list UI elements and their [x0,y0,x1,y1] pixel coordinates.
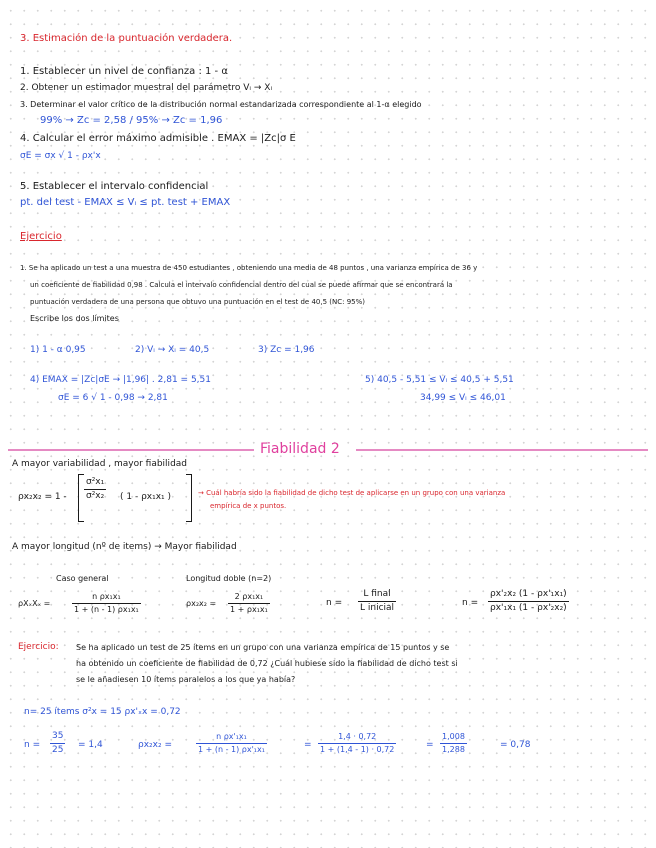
longitud-doble-label: Longitud doble (n=2) [186,574,272,583]
exercise-1-line-3: puntuación verdadera de una persona que obtuvo una puntuación en el test de 40,5 (NC: 95%) [30,298,365,306]
caso-general-label: Caso general [56,574,109,583]
exercise-2-line-1: Se ha aplicado un test de 25 ítems en un grupo con una varianza empírica de 15 puntos y se [76,643,450,652]
exercise-2-fraction-3-denominator: 1,288 [442,745,465,754]
exercise-2-result: = 0,78 [500,740,531,750]
exercise-heading: Ejercicio [20,231,62,242]
exercise-2-fraction-3-numerator: 1,008 [442,732,465,741]
exercise-2-fraction-2-numerator: 1,4 · 0,72 [338,732,377,741]
exercise-2-line-3: se le añadiesen 10 ítems paralelos a los que ya había? [76,675,296,684]
answer-4-sigma: σE = 6 √ 1 - 0,98 → 2,81 [58,393,168,403]
n-lhs: n = [326,598,343,608]
step-3: 3. Determinar el valor crítico de la distribución normal estandarizada correspondiente al 1-α elegido [20,100,422,109]
answer-2: 2) Vᵢ → Xᵢ = 40,5 [135,345,210,355]
critical-values: 99% → Zc = 2,58 / 95% → Zc = 1,96 [40,115,223,126]
variance-numerator: σ²x₁ [86,477,105,487]
answer-4-emax: 4) EMAX = |Zc|σE → |1,96| . 2,81 = 5,51 [30,375,211,385]
interval-formula: pt. del test - EMAX ≤ Vᵢ ≤ pt. test + EMAX [20,197,231,208]
exercise-2-n-result: = 1,4 [78,740,103,750]
divider-left [8,449,254,451]
exercise-1-line-1: 1. Se ha aplicado un test a una muestra de 450 estudiantes , obteniendo una media de 48 puntos , una varianza empírica de 36 y [20,264,478,272]
formula-note-2: empírica de x puntos. [210,502,287,510]
variance-denominator: σ²x₂ [86,491,105,501]
n-fraction [358,590,396,613]
exercise-2-fraction-1-numerator: n ρx'₁x₁ [216,732,247,741]
equals-2: = [426,740,434,750]
length-heading: A mayor longitud (nº de items) → Mayor fiabilidad [12,542,237,552]
variance-fraction [84,478,106,501]
exercise-2-line-2: ha obtenido un coeficiente de fiabilidad de 0,72 ¿Cuál hubiese sido la fiabilidad de dicho test si [76,659,458,668]
step-2: 2. Obtener un estimador muestral del parámetro Vᵢ → Xᵢ [20,83,273,93]
caso-general-fraction [72,593,141,614]
n2-numerator: ρx'₂x₂ (1 - ρx'₁x₁) [490,589,567,599]
section-title: 3. Estimación de la puntuación verdadera. [20,33,233,44]
exercise-2-n-denominator: 25 [52,745,64,755]
sigma-e-formula: σE = σx √ 1 - ρx'x [20,151,101,161]
exercise-2-fraction-2-denominator: 1 + (1,4 - 1) · 0,72 [320,745,395,754]
formula-rest: ( 1 - ρx₁x₁ ) [120,492,172,502]
section-title-fiabilidad: Fiabilidad 2 [260,441,340,457]
exercise-1-note: Escribe los dos límites [30,314,119,323]
exercise-2-given: n= 25 ítems σ²x = 15 ρx'ₓx = 0,72 [24,707,181,717]
caso-general-denominator: 1 + (n - 1) ρx₁x₁ [74,605,139,614]
doble-denominator: 1 + ρx₁x₁ [230,605,268,614]
exercise-2-fraction-1-denominator: 1 + (n - 1) ρx'₁x₁ [198,745,265,754]
formula-note-1: → Cuál habría sido la fiabilidad de dicho test de aplicarse en un grupo con una varianza [198,489,506,497]
answer-3: 3) Zc = 1,96 [258,345,315,355]
step-5: 5. Establecer el intervalo confidencial [20,181,209,192]
exercise-2-rho-lhs: ρx₂x₂ = [138,740,172,750]
exercise-2-n-lhs: n = [24,740,41,750]
doble-numerator: 2 ρx₁x₁ [234,592,264,601]
answer-5-result: 34,99 ≤ Vᵢ ≤ 46,01 [420,393,506,403]
n2-fraction [488,590,569,613]
exercise-1-line-2: un coeficiente de fiabilidad 0,98 . Calcula el intervalo confidencial dentro del cual se puede afirmar que se encontrará la [30,281,453,289]
step-4: 4. Calcular el error máximo admisible . EMAX = |Zc|σ E [20,133,296,144]
answer-1: 1) 1 - α 0,95 [30,345,86,355]
n-denominator: L inicial [360,603,395,613]
bracket-right [186,474,192,522]
n-numerator: L final [363,589,391,599]
formula-lhs: ρx₂x₂ = 1 - [18,492,67,502]
exercise-2-n-fraction [50,732,65,755]
n2-denominator: ρx'₁x₁ (1 - ρx'₂x₂) [490,603,567,613]
divider-right [356,449,648,451]
caso-general-numerator: n ρx₁x₁ [92,592,121,601]
doble-lhs: ρx₂x₂ = [186,599,217,608]
equals-1: = [304,740,312,750]
exercise-2-fraction-1 [196,733,267,754]
step-1: 1. Establecer un nivel de confianza : 1 - α [20,66,228,77]
answer-5-interval: 5) 40,5 - 5,51 ≤ Vᵢ ≤ 40,5 + 5,51 [365,375,514,385]
doble-fraction [228,593,270,614]
caso-general-lhs: ρXₓXₓ = [18,599,51,608]
n2-lhs: n = [462,598,479,608]
exercise-2-n-numerator: 35 [52,731,64,741]
exercise-2-label: Ejercicio: [18,642,59,652]
variability-heading: A mayor variabilidad , mayor fiabilidad [12,459,188,469]
exercise-2-fraction-3 [440,733,467,754]
exercise-2-fraction-2 [318,733,396,754]
